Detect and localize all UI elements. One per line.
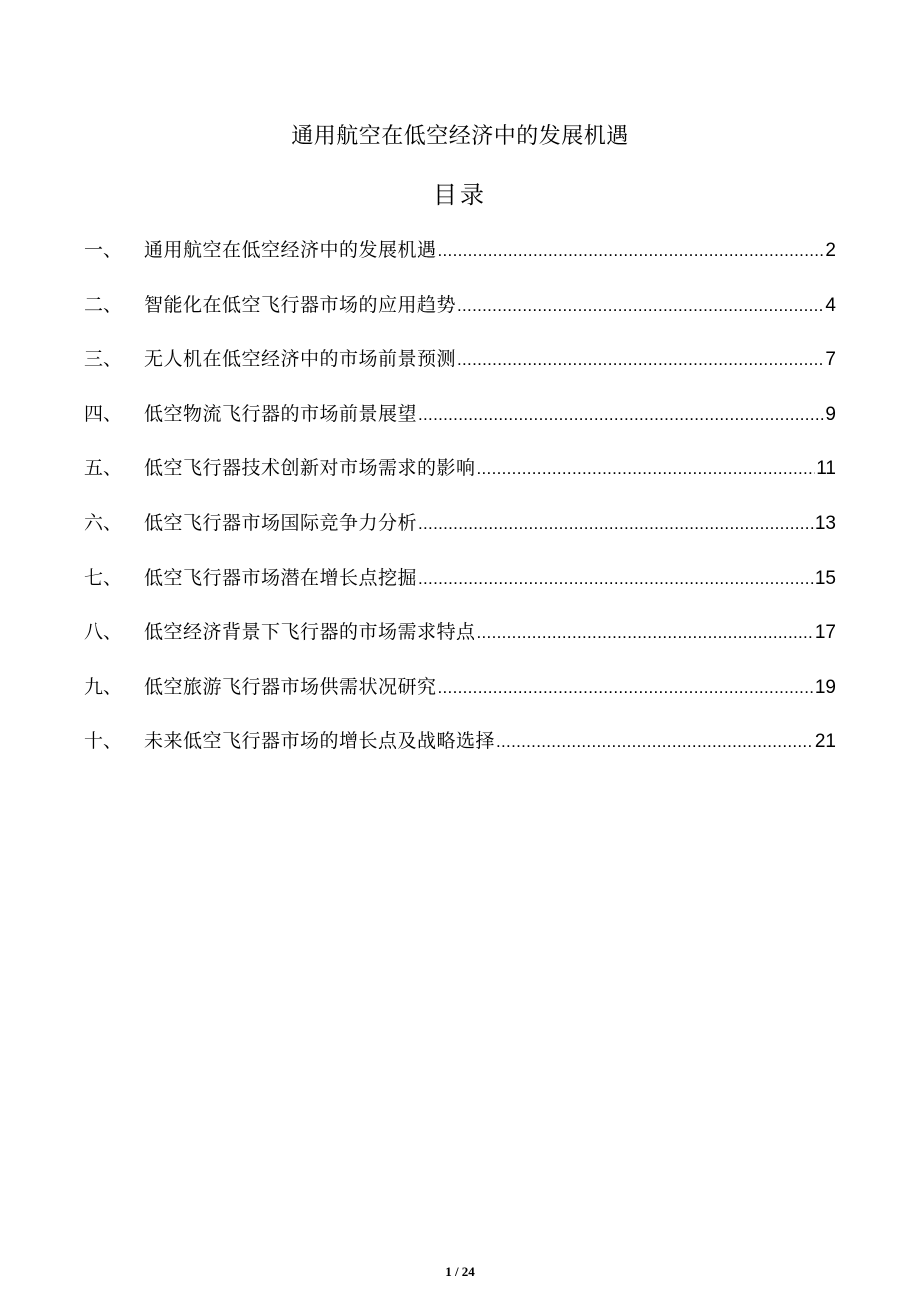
toc-dot-leader bbox=[496, 724, 814, 760]
toc-entry-number: 四、 bbox=[84, 402, 123, 425]
toc-entry-page: 19 bbox=[814, 676, 836, 698]
toc-entry-title: 低空飞行器技术创新对市场需求的影响 bbox=[144, 457, 476, 480]
toc-entry-title: 低空旅游飞行器市场供需状况研究 bbox=[144, 675, 437, 698]
toc-entry-10[interactable] bbox=[84, 723, 836, 778]
toc-entry-title: 低空飞行器市场国际竞争力分析 bbox=[144, 511, 418, 534]
page-number-footer: 1 / 24 bbox=[445, 1264, 475, 1279]
toc-entry-number: 七、 bbox=[84, 566, 123, 589]
document-title: 通用航空在低空经济中的发展机遇 bbox=[291, 124, 629, 149]
table-of-contents bbox=[84, 232, 836, 778]
toc-entry-page: 2 bbox=[825, 240, 836, 261]
toc-entry-page: 13 bbox=[814, 512, 836, 534]
toc-entry-7[interactable] bbox=[84, 560, 836, 615]
toc-entry-title: 智能化在低空飞行器市场的应用趋势 bbox=[144, 293, 457, 316]
toc-entry-page: 7 bbox=[825, 349, 836, 371]
toc-heading: 目录 bbox=[433, 181, 487, 209]
toc-entry-1[interactable] bbox=[84, 232, 836, 287]
toc-entry-title: 低空飞行器市场潜在增长点挖掘 bbox=[144, 566, 418, 589]
toc-dot-leader bbox=[477, 615, 814, 651]
toc-dot-leader bbox=[418, 397, 824, 433]
toc-entry-4[interactable] bbox=[84, 396, 836, 451]
toc-entry-title: 低空经济背景下飞行器的市场需求特点 bbox=[144, 621, 476, 644]
toc-dot-leader bbox=[418, 561, 814, 597]
toc-entry-title: 无人机在低空经济中的市场前景预测 bbox=[144, 348, 457, 371]
toc-entry-9[interactable] bbox=[84, 669, 836, 724]
toc-entry-title: 低空物流飞行器的市场前景展望 bbox=[144, 402, 418, 425]
toc-dot-leader bbox=[418, 506, 814, 542]
toc-entry-number: 九、 bbox=[84, 675, 123, 698]
toc-entry-page: 4 bbox=[825, 294, 836, 316]
toc-entry-number: 一、 bbox=[84, 239, 123, 261]
toc-entry-number: 八、 bbox=[84, 621, 123, 644]
toc-entry-number: 三、 bbox=[84, 348, 123, 371]
toc-entry-number: 十、 bbox=[84, 730, 123, 753]
toc-dot-leader bbox=[438, 670, 814, 706]
toc-entry-8[interactable] bbox=[84, 614, 836, 669]
toc-dot-leader bbox=[477, 451, 816, 487]
toc-entry-2[interactable] bbox=[84, 287, 836, 342]
toc-entry-3[interactable] bbox=[84, 341, 836, 396]
toc-entry-page: 17 bbox=[814, 622, 836, 644]
toc-entry-title: 通用航空在低空经济中的发展机遇 bbox=[144, 239, 437, 261]
toc-entry-5[interactable] bbox=[84, 450, 836, 505]
toc-entry-page: 11 bbox=[816, 458, 836, 480]
toc-entry-number: 六、 bbox=[84, 511, 123, 534]
toc-entry-page: 21 bbox=[814, 731, 836, 753]
toc-entry-title: 未来低空飞行器市场的增长点及战略选择 bbox=[144, 730, 496, 753]
toc-entry-page: 9 bbox=[825, 403, 836, 425]
toc-dot-leader bbox=[457, 342, 824, 378]
toc-entry-6[interactable] bbox=[84, 505, 836, 560]
toc-entry-number: 二、 bbox=[84, 293, 123, 316]
toc-dot-leader bbox=[438, 233, 825, 269]
toc-entry-page: 15 bbox=[814, 567, 836, 589]
toc-dot-leader bbox=[457, 288, 824, 324]
toc-entry-number: 五、 bbox=[84, 457, 123, 480]
